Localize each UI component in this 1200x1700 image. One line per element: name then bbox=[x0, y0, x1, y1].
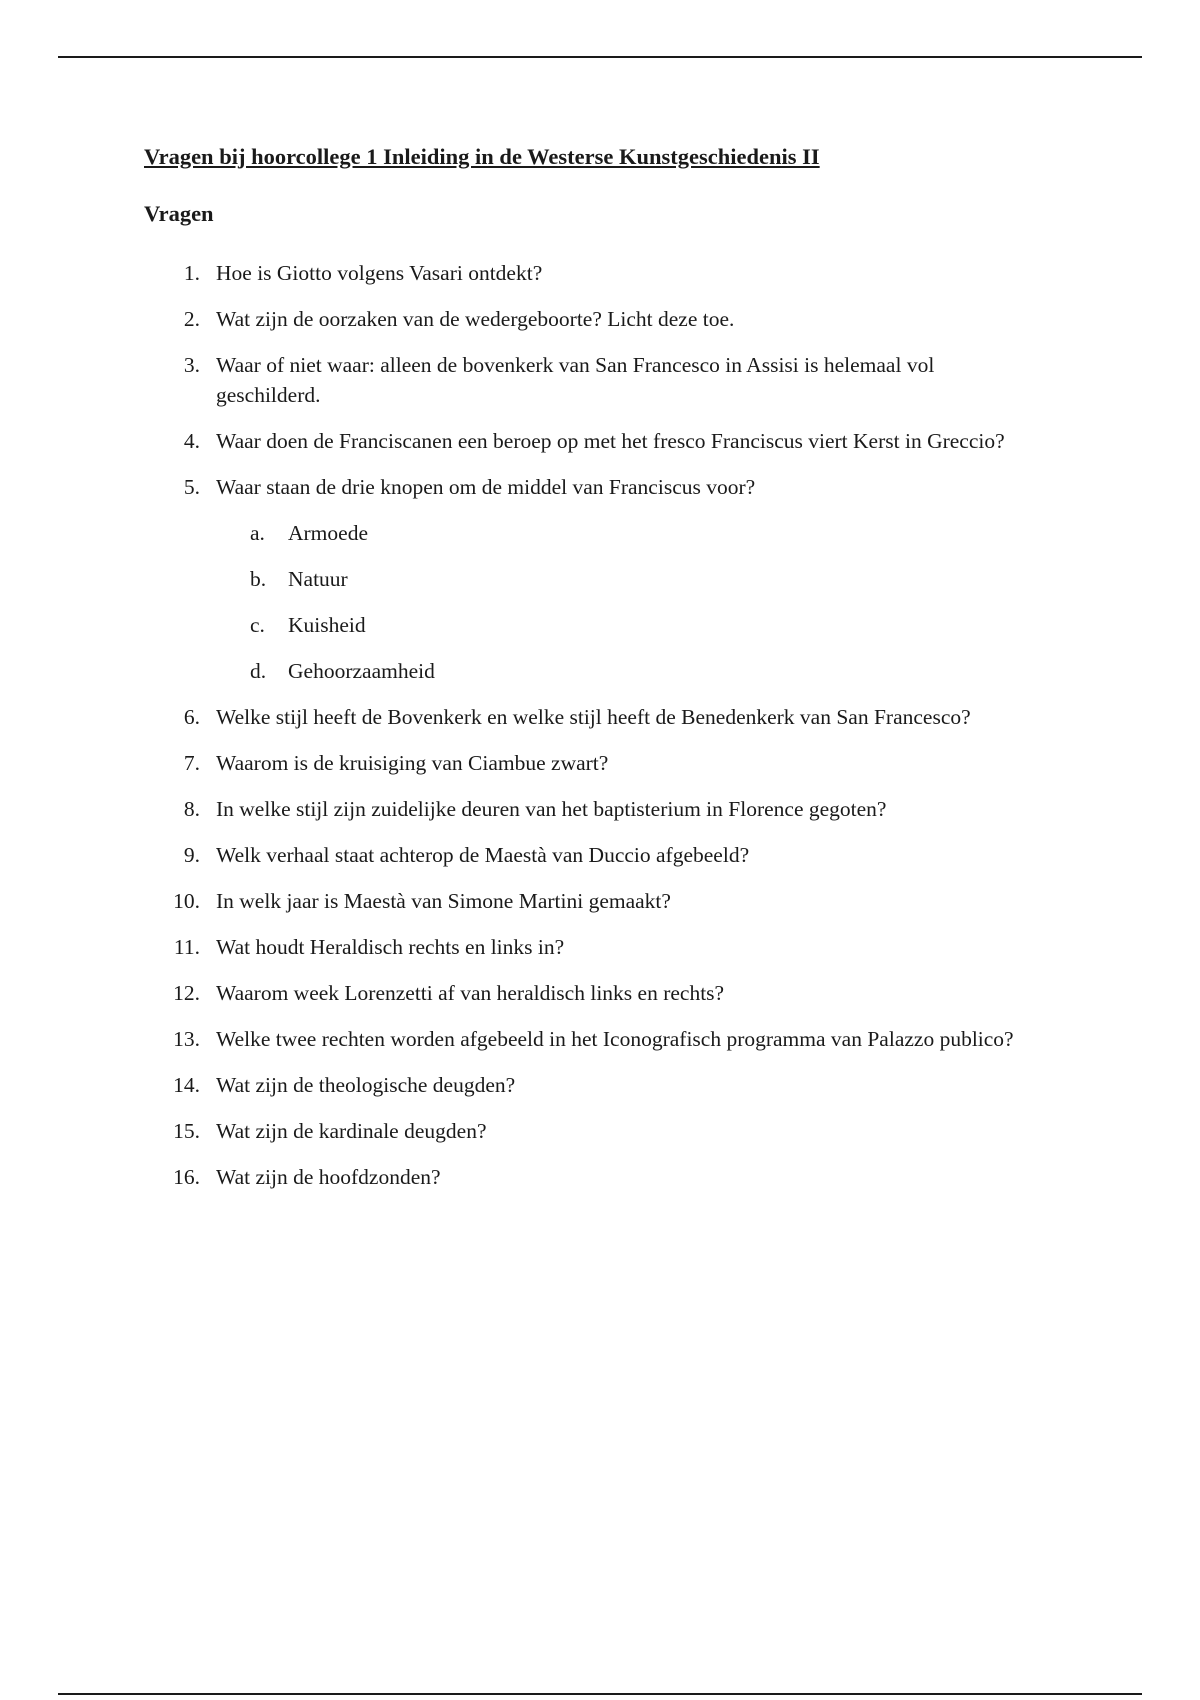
question-item bbox=[0, 258, 1036, 288]
question-text: Welke stijl heeft de Bovenkerk en welke stijl heeft de Benedenkerk van San Francesco? bbox=[216, 705, 971, 729]
question-text: In welk jaar is Maestà van Simone Martini gemaakt? bbox=[216, 889, 671, 913]
question-item bbox=[0, 1116, 1036, 1146]
question-item bbox=[0, 350, 1036, 410]
top-rule bbox=[58, 56, 1142, 58]
question-item bbox=[0, 1024, 1036, 1054]
question-text: Wat zijn de kardinale deugden? bbox=[216, 1119, 487, 1143]
question-item bbox=[0, 304, 1036, 334]
question-text: Waarom week Lorenzetti af van heraldisch links en rechts? bbox=[216, 981, 725, 1005]
question-text: Wat zijn de oorzaken van de wedergeboorte? Licht deze toe. bbox=[216, 307, 735, 331]
question-text: In welke stijl zijn zuidelijke deuren van het baptisterium in Florence gegoten? bbox=[216, 797, 887, 821]
question-item bbox=[0, 794, 1036, 824]
question-text: Welke twee rechten worden afgebeeld in het Iconografisch programma van Palazzo publico? bbox=[216, 1027, 1014, 1051]
question-number: 4. bbox=[183, 429, 200, 453]
question-list bbox=[0, 258, 1200, 1208]
question-number: 7. bbox=[183, 751, 200, 775]
answer-option bbox=[216, 610, 1036, 640]
question-number: 9. bbox=[183, 843, 200, 867]
question-text: Waar doen de Franciscanen een beroep op met het fresco Franciscus viert Kerst in Greccio? bbox=[216, 429, 1005, 453]
question-number: 3. bbox=[183, 353, 200, 377]
question-item bbox=[0, 472, 1036, 686]
bottom-rule bbox=[58, 1693, 1142, 1695]
question-text: Waar staan de drie knopen om de middel van Franciscus voor? bbox=[216, 475, 756, 499]
question-number: 15. bbox=[173, 1119, 200, 1143]
answer-option bbox=[216, 656, 1036, 686]
option-text: Kuisheid bbox=[288, 613, 366, 637]
question-item bbox=[0, 1162, 1036, 1192]
question-number: 6. bbox=[183, 705, 200, 729]
question-item bbox=[0, 886, 1036, 916]
question-number: 13. bbox=[173, 1027, 200, 1051]
option-letter: a. bbox=[250, 521, 265, 545]
question-text: Wat houdt Heraldisch rechts en links in? bbox=[216, 935, 565, 959]
answer-option bbox=[216, 518, 1036, 548]
question-text: Waarom is de kruisiging van Ciambue zwart? bbox=[216, 751, 609, 775]
question-text: Waar of niet waar: alleen de bovenkerk van San Francesco in Assisi is helemaal vol geschilderd. bbox=[216, 353, 935, 407]
question-number: 5. bbox=[183, 475, 200, 499]
section-heading: Vragen bbox=[144, 201, 214, 226]
option-text: Armoede bbox=[288, 521, 368, 545]
question-item bbox=[0, 840, 1036, 870]
question-number: 11. bbox=[173, 935, 200, 959]
option-text: Natuur bbox=[288, 567, 348, 591]
question-text: Wat zijn de hoofdzonden? bbox=[216, 1165, 441, 1189]
question-number: 12. bbox=[173, 981, 200, 1005]
question-number: 1. bbox=[183, 261, 200, 285]
option-letter: c. bbox=[250, 613, 265, 637]
question-number: 10. bbox=[173, 889, 200, 913]
document-title: Vragen bij hoorcollege 1 Inleiding in de Westerse Kunstgeschiedenis II bbox=[144, 144, 820, 169]
question-number: 2. bbox=[183, 307, 200, 331]
question-number: 8. bbox=[183, 797, 200, 821]
question-number: 16. bbox=[173, 1165, 200, 1189]
question-item bbox=[0, 702, 1036, 732]
question-item bbox=[0, 932, 1036, 962]
option-text: Gehoorzaamheid bbox=[288, 659, 435, 683]
question-item bbox=[0, 1070, 1036, 1100]
answer-options bbox=[216, 518, 1036, 686]
question-text: Welk verhaal staat achterop de Maestà van Duccio afgebeeld? bbox=[216, 843, 750, 867]
question-item bbox=[0, 426, 1036, 456]
option-letter: b. bbox=[250, 567, 267, 591]
question-number: 14. bbox=[173, 1073, 200, 1097]
question-item bbox=[0, 748, 1036, 778]
answer-option bbox=[216, 564, 1036, 594]
question-item bbox=[0, 978, 1036, 1008]
question-text: Wat zijn de theologische deugden? bbox=[216, 1073, 516, 1097]
question-text: Hoe is Giotto volgens Vasari ontdekt? bbox=[216, 261, 543, 285]
option-letter: d. bbox=[250, 659, 267, 683]
